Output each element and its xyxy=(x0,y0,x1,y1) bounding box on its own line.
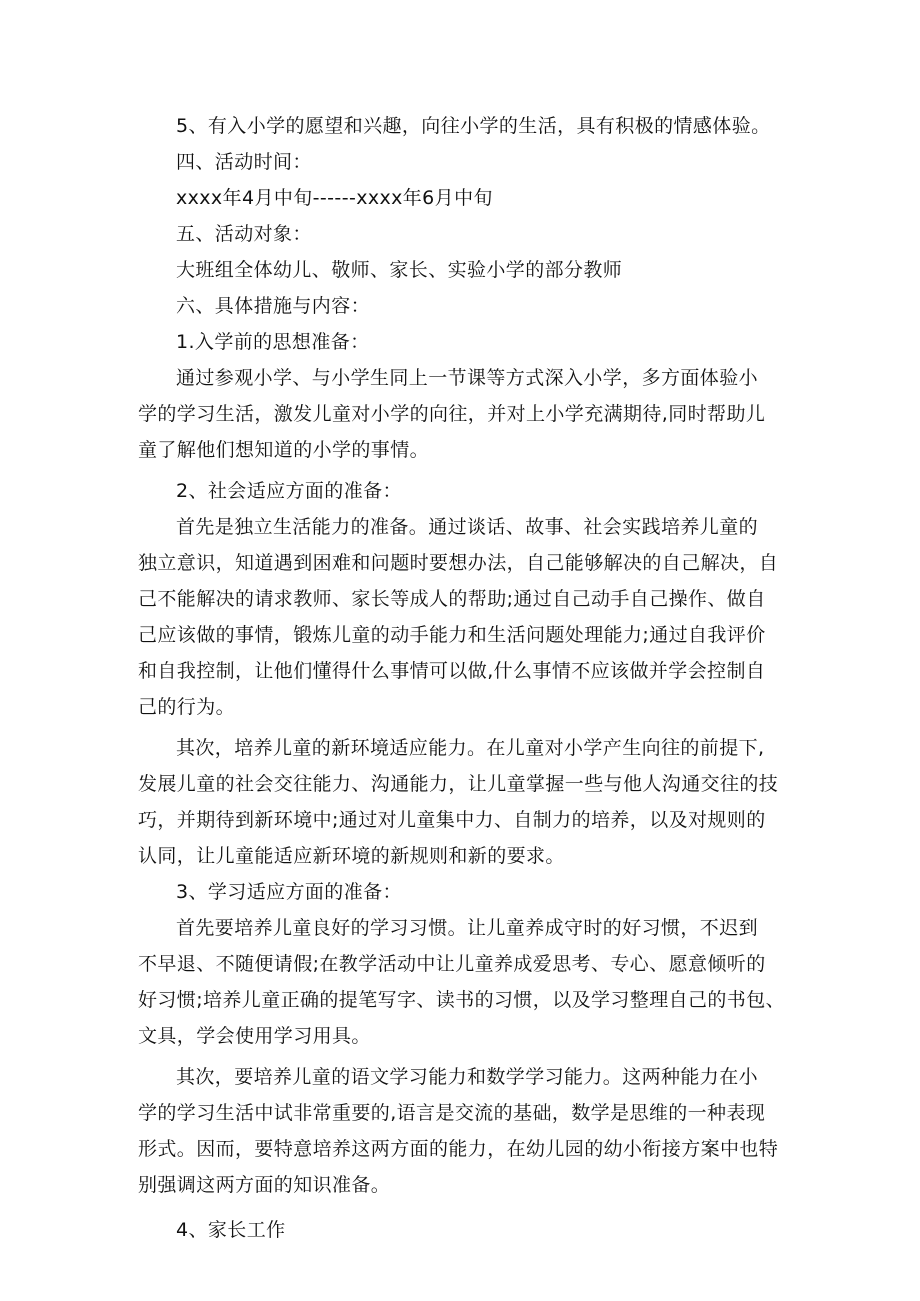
paragraph-line: 首先是独立生活能力的准备。通过谈话、故事、社会实践培养儿童的 xyxy=(176,516,759,538)
paragraph-line: 认同，让儿童能适应新环境的新规则和新的要求。 xyxy=(138,845,565,867)
paragraph-line: 其次，培养儿童的新环境适应能力。在儿童对小学产生向往的前提下, xyxy=(176,737,765,759)
paragraph-mental-prep xyxy=(138,360,788,468)
paragraph-line: 其次，要培养儿童的语文学习能力和数学学习能力。这两种能力在小 xyxy=(176,1066,759,1088)
paragraph-line: 童了解他们想知道的小学的事情。 xyxy=(138,439,430,461)
paragraph-line: 不早退、不随便请假;在教学活动中让儿童养成爱思考、专心、愿意倾听的 xyxy=(138,953,766,975)
paragraph-line: 学的学习生活中试非常重要的,语言是交流的基础，数学是思维的一种表现 xyxy=(138,1102,766,1124)
activity-target-text: 大班组全体幼儿、敬师、家长、实验小学的部分教师 xyxy=(176,259,623,281)
subheading-3-learning-adapt: 3、学习适应方面的准备： xyxy=(176,881,402,903)
paragraph-line: 己的行为。 xyxy=(138,696,236,718)
document-body xyxy=(138,108,788,1248)
paragraph-line: 好习惯;培养儿童正确的提笔写字、读书的习惯，以及学习整理自己的书包、 xyxy=(138,989,786,1011)
paragraph-line: 独立意识，知道遇到困难和问题时要想办法，自己能够解决的自己解决，自 xyxy=(138,552,779,574)
item-5-goal: 5、有入小学的愿望和兴趣，向往小学的生活，具有积极的情感体验。 xyxy=(176,115,771,137)
paragraph-independent-living xyxy=(138,509,788,725)
activity-time-range: xxxx年4月中旬------xxxx年6月中旬 xyxy=(176,187,493,209)
section-heading-activity-time: 四、活动时间： xyxy=(176,151,312,173)
subheading-2-social-adapt: 2、社会适应方面的准备： xyxy=(176,480,402,502)
section-heading-measures: 六、具体措施与内容： xyxy=(176,295,371,317)
paragraph-line: 己应该做的事情，锻炼儿童的动手能力和生活问题处理能力;通过自我评价 xyxy=(138,624,766,646)
paragraph-line: 别强调这两方面的知识准备。 xyxy=(138,1174,391,1196)
paragraph-line: 发展儿童的社会交往能力、沟通能力，让儿童掌握一些与他人沟通交往的技 xyxy=(138,773,779,795)
paragraph-line: 巧，并期待到新环境中;通过对儿童集中力、自制力的培养，以及对规则的 xyxy=(138,809,766,831)
paragraph-line: 文具，学会使用学习用具。 xyxy=(138,1025,371,1047)
paragraph-study-habits xyxy=(138,910,788,1054)
paragraph-line: 己不能解决的请求教师、家长等成人的帮助;通过自己动手自己操作、做自 xyxy=(138,588,766,610)
paragraph-line: 学的学习生活，激发儿童对小学的向往，并对上小学充满期待,同时帮助儿 xyxy=(138,403,766,425)
subheading-1-mental-prep: 1.入学前的思想准备： xyxy=(176,331,370,353)
section-heading-activity-target: 五、活动对象： xyxy=(176,223,312,245)
paragraph-line: 形式。因而，要特意培养这两方面的能力，在幼儿园的幼小衔接方案中也特 xyxy=(138,1138,779,1160)
subheading-4-parent-work: 4、家长工作 xyxy=(176,1219,286,1241)
paragraph-line: 首先要培养儿童良好的学习习惯。让儿童养成守时的好习惯，不迟到 xyxy=(176,917,759,939)
paragraph-line: 和自我控制，让他们懂得什么事情可以做,什么事情不应该做并学会控制自 xyxy=(138,660,766,682)
paragraph-new-environment xyxy=(138,730,788,874)
paragraph-line: 通过参观小学、与小学生同上一节课等方式深入小学，多方面体验小 xyxy=(176,367,759,389)
paragraph-language-math xyxy=(138,1059,788,1203)
